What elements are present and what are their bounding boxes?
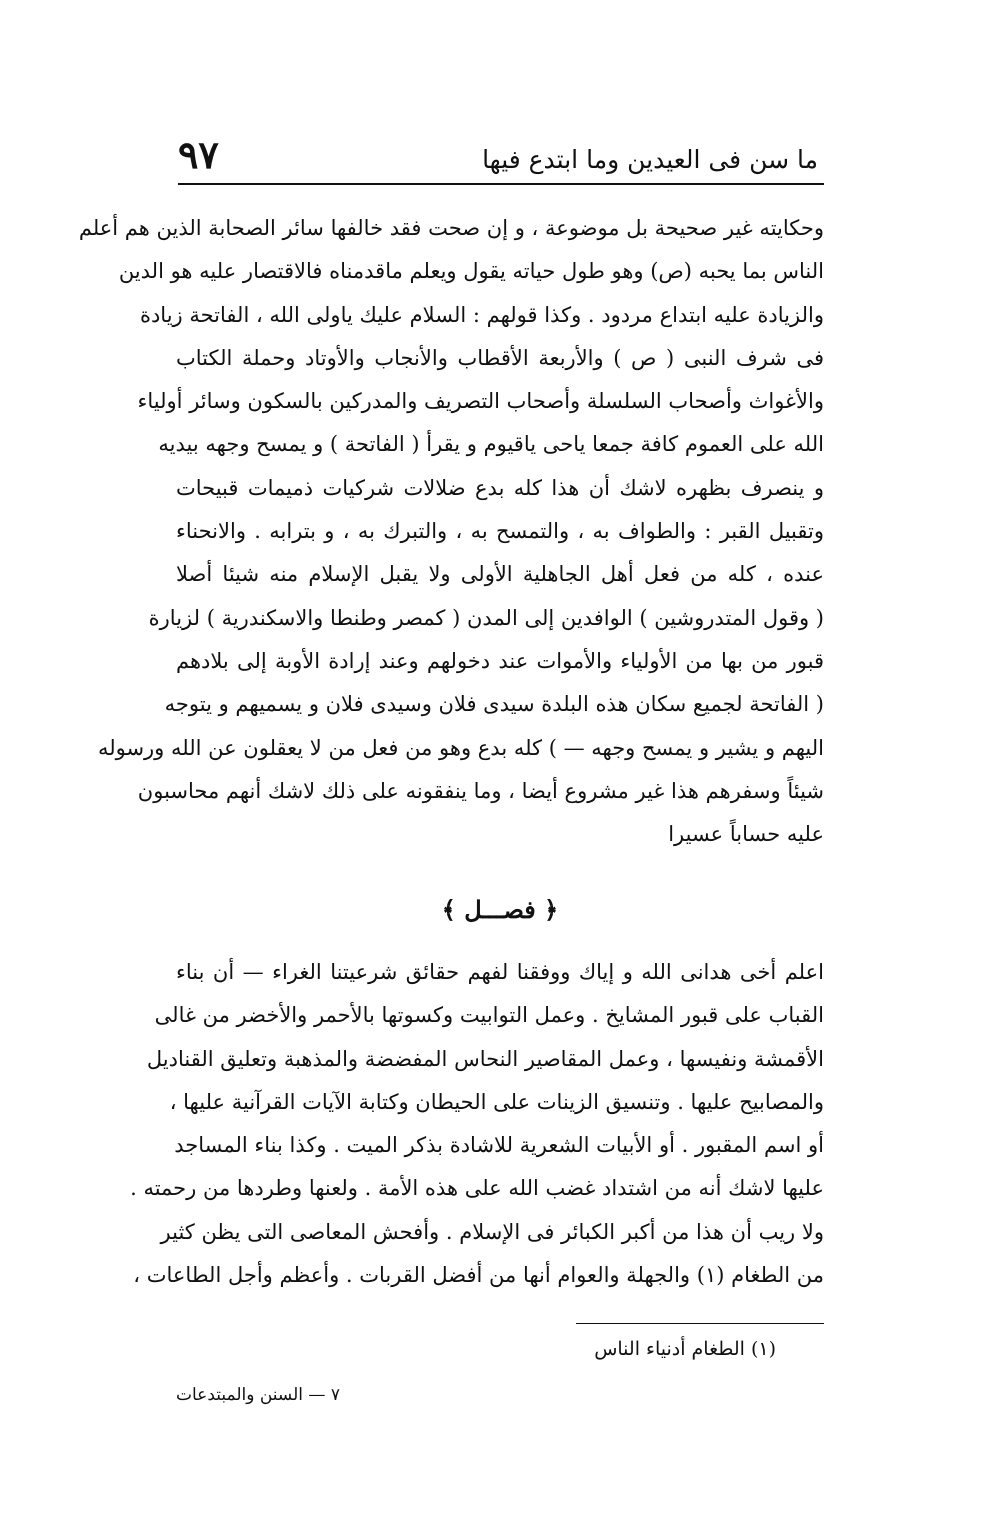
running-title: ما سن فى العيدين وما ابتدع فيها: [482, 145, 818, 174]
text-line: وتقبيل القبر : والطواف به ، والتمسح به ، والتبرك به ، و بترابه . والانحناء: [176, 519, 825, 544]
header-rule: [178, 183, 824, 185]
text-line: من الطغام (١) والجهلة والعوام أنها من أفضل القربات . وأعظم وأجل الطاعات ،: [133, 1263, 824, 1288]
text-line: قبور من بها من الأولياء والأموات عند دخولهم وعند إرادة الأوبة إلى بلادهم: [176, 648, 824, 673]
text-line: عليها لاشك أنه من اشتداد غضب الله على هذه الأمة . ولعنها وطردها من رحمته .: [130, 1176, 824, 1201]
page-number: ٩٧: [178, 132, 219, 177]
text-line: الناس بما يحبه (ص) وهو طول حياته يقول ويعلم ماقدمناه فالاقتصار عليه هو الدين: [118, 259, 824, 284]
text-line: أو اسم المقبور . أو الأبيات الشعرية للاشادة بذكر الميت . وكذا بناء المساجد: [174, 1133, 824, 1158]
text-line: فى شرف النبى ( ص ) والأربعة الأقطاب والأنجاب والأوتاد وحملة الكتاب: [176, 345, 824, 370]
footnote-rule: [576, 1323, 824, 1324]
text-line: شيئاً وسفرهم هذا غير مشروع أيضا ، وما ينفقونه على ذلك لاشك أنهم محاسبون: [137, 778, 824, 803]
text-line: القباب على قبور المشايخ . وعمل التوابيت وكسوتها بالأحمر والأخضر من غالى: [154, 1003, 824, 1028]
text-line: عنده ، كله من فعل أهل الجاهلية الأولى ولا يقبل الإسلام منه شيئا أصلا: [176, 562, 824, 587]
text-line: عليه حساباً عسيرا: [668, 822, 824, 847]
text-line: ولا ريب أن هذا من أكبر الكبائر فى الإسلام . وأفحش المعاصى التى يظن كثير: [160, 1219, 824, 1244]
text-line: اعلم أخى هدانى الله و إياك ووفقنا لفهم حقائق شرعيتنا الغراء — أن بناء: [176, 960, 824, 984]
text-line: والمصابيح عليها . وتنسيق الزينات على الحيطان وكتابة الآيات القرآنية عليها ،: [169, 1089, 824, 1114]
text-line: والأغواث وأصحاب السلسلة وأصحاب التصريف والمدركين بالسكون وسائر أولياء: [137, 389, 824, 414]
text-line: وحكايته غير صحيحة بل موضوعة ، و إن صحت فقد خالفها سائر الصحابة الذين هم أعلم: [78, 216, 824, 240]
text-line: ( وقول المتدروشين ) الوافدين إلى المدن ( كمصر وطنطا والاسكندرية ) لزيارة: [148, 605, 824, 630]
page-header: [178, 130, 818, 177]
signature-mark: ٧ — السنن والمبتدعات: [176, 1385, 340, 1405]
text-line: ( الفاتحة لجميع سكان هذه البلدة سيدى فلان وسيدى فلان و يسميهم و يتوجه: [164, 692, 824, 717]
text-line: والزيادة عليه ابتداع مردود . وكذا قولهم : السلام عليك ياولى الله ، الفاتحة زيادة: [139, 302, 824, 327]
footnote: (١) الطغام أدنياء الناس: [594, 1338, 776, 1360]
text-line: الله على العموم كافة جمعا ياحى ياقيوم و يقرأ ( الفاتحة ) و يمسح وجهه بيديه: [158, 432, 824, 457]
section-heading: ﴿ فصـــل ﴾: [441, 895, 559, 924]
paragraph-1: [78, 207, 825, 856]
paragraph-2: [130, 951, 824, 1297]
text-line: و ينصرف بظهره لاشك أن هذا كله بدع ضلالات شركيات ذميمات قبيحات: [176, 475, 824, 500]
text-line: اليهم و يشير و يمسح وجهه — ) كله بدع وهو من فعل من لا يعقلون عن الله ورسوله: [97, 735, 824, 760]
text-line: الأقمشة ونفيسها ، وعمل المقاصير النحاس المفضضة والمذهبة وتعليق القناديل: [146, 1046, 824, 1071]
